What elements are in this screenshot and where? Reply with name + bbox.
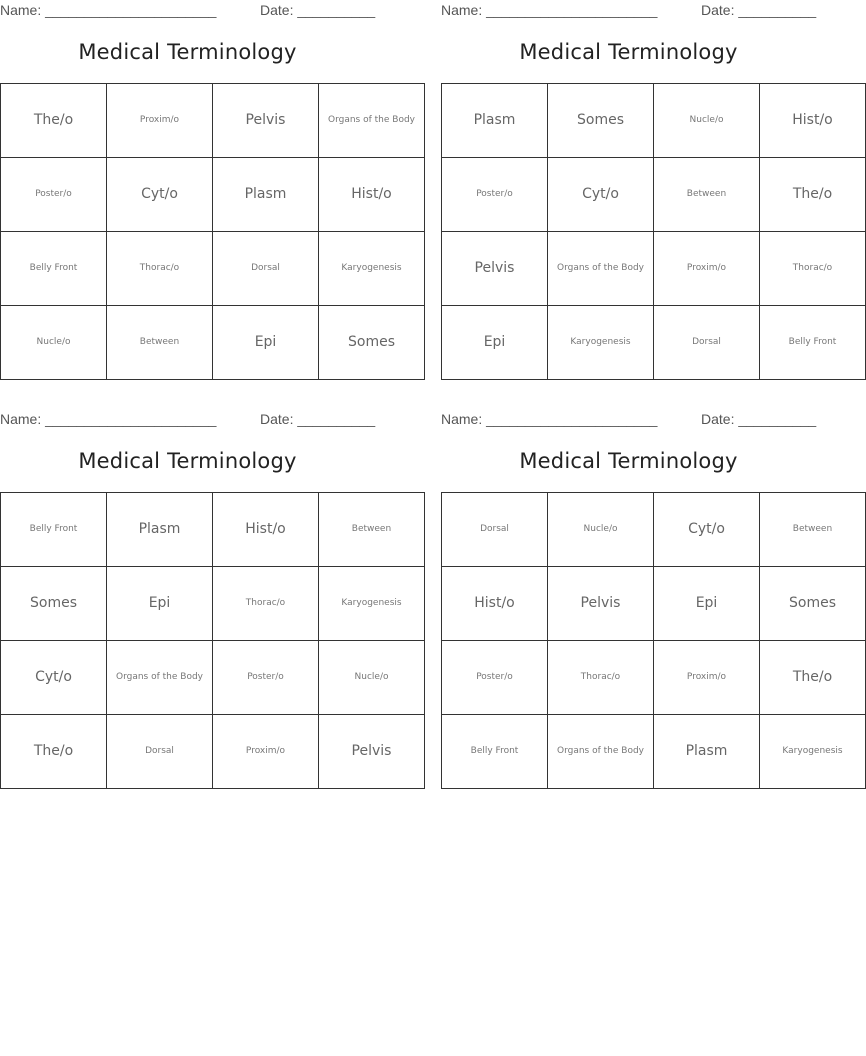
bingo-cell: Proxim/o xyxy=(107,84,213,158)
bingo-cell: Poster/o xyxy=(1,158,107,232)
name-date-line xyxy=(441,411,816,429)
bingo-cell: Nucle/o xyxy=(548,493,654,567)
bingo-cell: Thorac/o xyxy=(107,232,213,306)
bingo-cell: Epi xyxy=(107,567,213,641)
bingo-grid xyxy=(441,492,866,789)
bingo-cell: Organs of the Body xyxy=(548,715,654,789)
name-field-label: Name: ______________________ xyxy=(0,2,217,18)
bingo-cell: Plasm xyxy=(213,158,319,232)
bingo-cell: Karyogenesis xyxy=(319,232,425,306)
bingo-cell: Between xyxy=(654,158,760,232)
name-field-label: Name: ______________________ xyxy=(0,411,217,427)
bingo-cell: Nucle/o xyxy=(1,306,107,380)
bingo-cell: Between xyxy=(760,493,866,567)
bingo-cell: Pelvis xyxy=(548,567,654,641)
bingo-cell: Thorac/o xyxy=(760,232,866,306)
bingo-cell: Organs of the Body xyxy=(319,84,425,158)
name-field-label: Name: ______________________ xyxy=(441,2,658,18)
bingo-cell: Proxim/o xyxy=(654,232,760,306)
bingo-cell: Nucle/o xyxy=(319,641,425,715)
bingo-cell: Dorsal xyxy=(107,715,213,789)
bingo-cell: Dorsal xyxy=(654,306,760,380)
bingo-cell: Nucle/o xyxy=(654,84,760,158)
bingo-cell: Poster/o xyxy=(213,641,319,715)
bingo-cell: Hist/o xyxy=(213,493,319,567)
bingo-cell: Between xyxy=(319,493,425,567)
bingo-cell: Proxim/o xyxy=(654,641,760,715)
bingo-cell: Organs of the Body xyxy=(107,641,213,715)
bingo-cell: Cyt/o xyxy=(548,158,654,232)
bingo-cell: Belly Front xyxy=(1,493,107,567)
bingo-cell: The/o xyxy=(760,158,866,232)
bingo-cell: Cyt/o xyxy=(1,641,107,715)
bingo-cell: Poster/o xyxy=(442,641,548,715)
bingo-cell: Poster/o xyxy=(442,158,548,232)
bingo-cell: The/o xyxy=(1,84,107,158)
bingo-cell: Organs of the Body xyxy=(548,232,654,306)
bingo-cell: Cyt/o xyxy=(654,493,760,567)
bingo-grid xyxy=(0,83,425,380)
card-title: Medical Terminology xyxy=(519,449,738,473)
bingo-cell: Hist/o xyxy=(319,158,425,232)
name-date-line xyxy=(441,2,816,20)
date-field-label: Date: __________ xyxy=(260,2,376,18)
date-field-label: Date: __________ xyxy=(701,411,817,427)
bingo-cell: Pelvis xyxy=(213,84,319,158)
card-title: Medical Terminology xyxy=(519,40,738,64)
bingo-cell: Karyogenesis xyxy=(760,715,866,789)
bingo-cell: Epi xyxy=(442,306,548,380)
bingo-cell: Between xyxy=(107,306,213,380)
bingo-cell: Epi xyxy=(213,306,319,380)
card-title: Medical Terminology xyxy=(78,40,297,64)
bingo-cell: The/o xyxy=(1,715,107,789)
bingo-cell: The/o xyxy=(760,641,866,715)
name-date-line xyxy=(0,411,375,429)
bingo-cell: Epi xyxy=(654,567,760,641)
date-field-label: Date: __________ xyxy=(701,2,817,18)
bingo-cell: Hist/o xyxy=(442,567,548,641)
bingo-grid xyxy=(0,492,425,789)
bingo-cell: Belly Front xyxy=(442,715,548,789)
bingo-cell: Thorac/o xyxy=(213,567,319,641)
bingo-cell: Somes xyxy=(319,306,425,380)
bingo-cell: Pelvis xyxy=(442,232,548,306)
bingo-cell: Somes xyxy=(1,567,107,641)
date-field-label: Date: __________ xyxy=(260,411,376,427)
bingo-cell: Somes xyxy=(760,567,866,641)
name-field-label: Name: ______________________ xyxy=(441,411,658,427)
bingo-cell: Dorsal xyxy=(213,232,319,306)
bingo-cell: Belly Front xyxy=(1,232,107,306)
bingo-cell: Pelvis xyxy=(319,715,425,789)
bingo-cell: Karyogenesis xyxy=(319,567,425,641)
name-date-line xyxy=(0,2,375,20)
bingo-cell: Dorsal xyxy=(442,493,548,567)
card-title: Medical Terminology xyxy=(78,449,297,473)
bingo-cell: Plasm xyxy=(654,715,760,789)
bingo-cell: Thorac/o xyxy=(548,641,654,715)
bingo-grid xyxy=(441,83,866,380)
bingo-cell: Hist/o xyxy=(760,84,866,158)
bingo-cell: Proxim/o xyxy=(213,715,319,789)
bingo-cell: Karyogenesis xyxy=(548,306,654,380)
bingo-cell: Belly Front xyxy=(760,306,866,380)
bingo-cell: Cyt/o xyxy=(107,158,213,232)
bingo-cell: Plasm xyxy=(442,84,548,158)
bingo-cell: Plasm xyxy=(107,493,213,567)
bingo-cell: Somes xyxy=(548,84,654,158)
